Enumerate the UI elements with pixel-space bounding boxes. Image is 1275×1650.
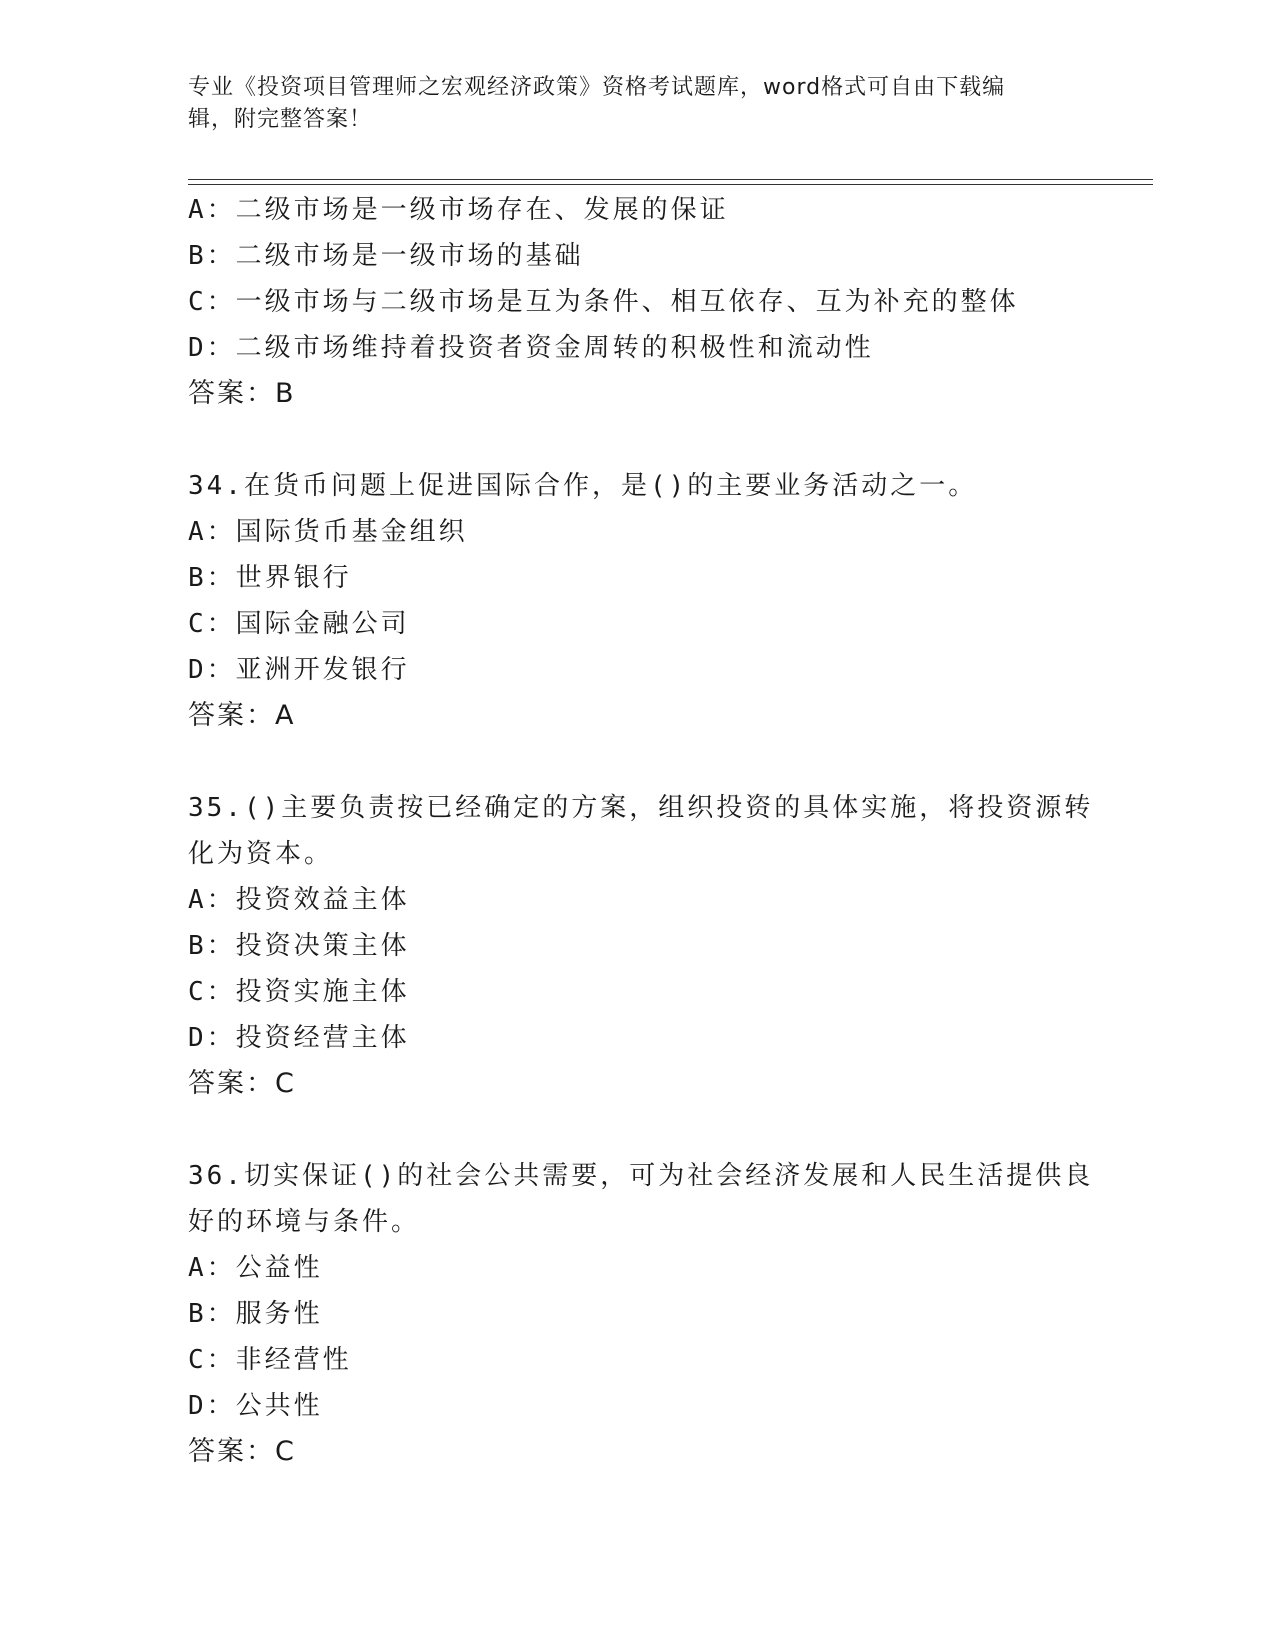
option-d: D：亚洲开发银行: [188, 655, 410, 685]
option-d: D：二级市场维持着投资者资金周转的积极性和流动性: [188, 333, 874, 363]
question-34: [188, 463, 1088, 739]
question-stem-line-1: 35.()主要负责按已经确定的方案，组织投资的具体实施，将投资源转: [188, 793, 1094, 823]
option-b: B：服务性: [188, 1299, 323, 1329]
answer-line: 答案：C: [188, 1436, 296, 1467]
option-d: D：投资经营主体: [188, 1023, 410, 1053]
option-c: C：国际金融公司: [188, 609, 410, 639]
header-line-2: 辑，附完整答案！: [188, 107, 373, 132]
question-stem-line-1: 36.切实保证()的社会公共需要，可为社会经济发展和人民生活提供良: [188, 1161, 1094, 1191]
header-rule-top: [188, 179, 1153, 180]
question-35: [188, 785, 1094, 1107]
answer-line: 答案：B: [188, 378, 296, 409]
option-c: C：投资实施主体: [188, 977, 410, 1007]
answer-line: 答案：A: [188, 700, 296, 731]
header-rule-bottom: [188, 184, 1153, 185]
option-c: C：一级市场与二级市场是互为条件、相互依存、互为补充的整体: [188, 287, 1019, 317]
option-a: A：公益性: [188, 1253, 323, 1283]
option-a: A：国际货币基金组织: [188, 517, 468, 547]
option-c: C：非经营性: [188, 1345, 352, 1375]
option-b: B：二级市场是一级市场的基础: [188, 241, 584, 271]
question-stem: 34.在货币问题上促进国际合作，是()的主要业务活动之一。: [188, 471, 978, 501]
question-stem-line-2: 好的环境与条件。: [188, 1207, 421, 1237]
option-a: A：二级市场是一级市场存在、发展的保证: [188, 195, 729, 225]
question-33: [188, 187, 1088, 417]
question-stem-line-2: 化为资本。: [188, 839, 334, 869]
document-header: [188, 72, 1088, 136]
option-d: D：公共性: [188, 1391, 323, 1421]
answer-line: 答案：C: [188, 1068, 296, 1099]
header-line-1: 专业《投资项目管理师之宏观经济政策》资格考试题库，word格式可自由下载编: [188, 75, 1006, 100]
option-a: A：投资效益主体: [188, 885, 410, 915]
question-36: [188, 1153, 1094, 1475]
option-b: B：世界银行: [188, 563, 352, 593]
question-list: [188, 187, 1094, 1475]
option-b: B：投资决策主体: [188, 931, 410, 961]
